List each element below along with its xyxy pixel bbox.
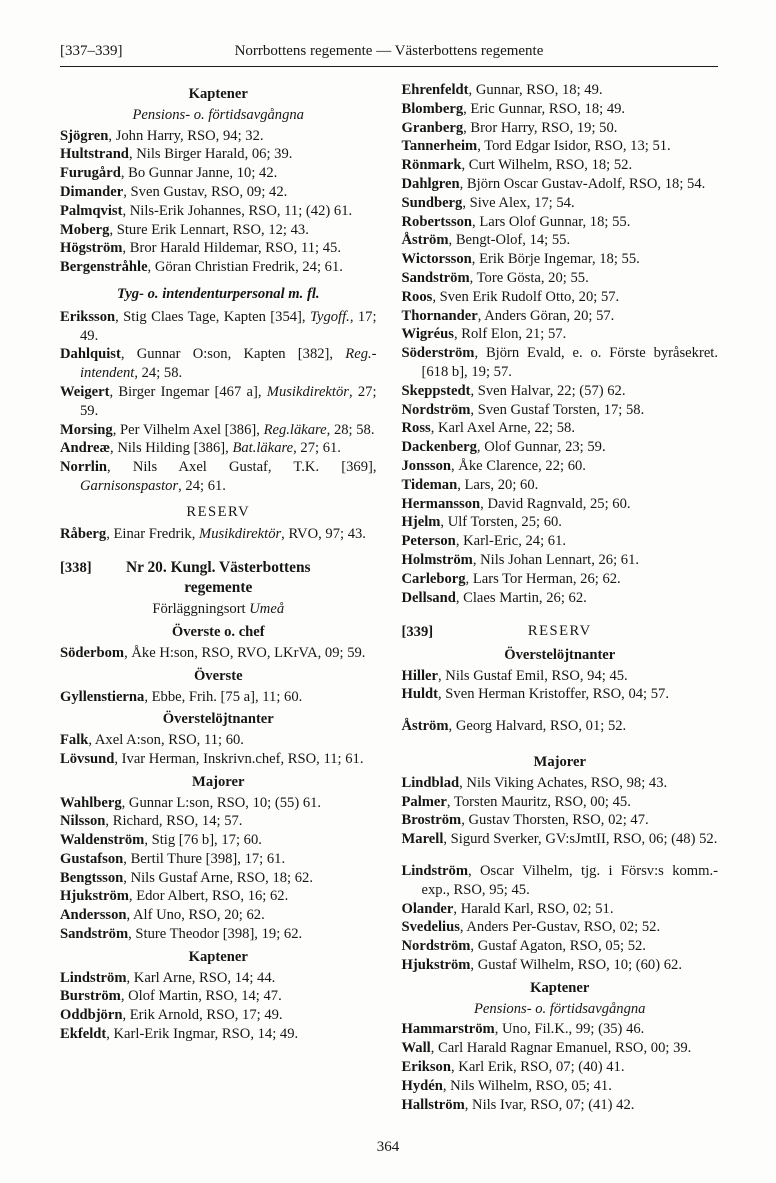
officer-entry: [402, 717, 719, 736]
entry-text: , Nils Johan Lennart, 26; 61.: [472, 551, 640, 568]
rank-heading: Majorer: [192, 773, 245, 790]
officer-entry: [402, 1096, 719, 1115]
entry-role-italic: Musikdirektör: [266, 383, 349, 400]
officer-surname: Rönmark: [401, 157, 462, 174]
entry-text: , Axel A:son, RSO, 11; 60.: [88, 732, 244, 749]
rank-heading: Kaptener: [188, 948, 248, 965]
officer-list: [402, 774, 719, 849]
entry-text: , Stig Claes Tage, Kapten [354],: [115, 308, 310, 325]
officer-entry: [60, 164, 377, 183]
officer-surname: Lövsund: [60, 750, 115, 767]
officer-entry: [60, 794, 377, 813]
entry-text: , Sive Alex, 17; 54.: [462, 194, 575, 211]
entry-text: , 28; 58.: [326, 421, 375, 438]
officer-entry: [402, 476, 719, 495]
officer-entry: [402, 457, 719, 476]
officer-surname: Thornander: [401, 307, 478, 324]
entry-text: , Stig [76 b], 17; 60.: [144, 832, 262, 849]
entry-text: , Gustaf Wilhelm, RSO, 10; (60) 62.: [470, 956, 682, 973]
officer-surname: Andersson: [60, 907, 127, 924]
entry-text: , Nils Birger Harald, 06; 39.: [128, 146, 293, 163]
officer-entry: [402, 382, 719, 401]
spacer: [402, 849, 719, 862]
garrison-line: [60, 600, 377, 619]
running-title: Norrbottens regemente — Västerbottens regemente: [234, 43, 544, 59]
officer-list: [60, 525, 377, 544]
entry-text: , Göran Christian Fredrik, 24; 61.: [147, 259, 343, 276]
officer-entry: [402, 685, 719, 704]
spacer: [402, 736, 719, 749]
entry-text: , Nils Viking Achates, RSO, 98; 43.: [459, 774, 668, 791]
entry-text: , Einar Fredrik,: [106, 525, 200, 542]
officer-entry: [60, 183, 377, 202]
entry-text: , 24; 61.: [178, 477, 226, 494]
section-number: [338]: [60, 560, 92, 577]
officer-surname: Erikson: [401, 1058, 451, 1075]
officer-surname: Ehrenfeldt: [401, 82, 469, 98]
rank-heading: Kaptener: [188, 86, 248, 102]
officer-surname: Hjelm: [401, 514, 441, 531]
officer-surname: Hjukström: [401, 956, 471, 973]
officer-entry: [60, 145, 377, 164]
entry-text: , 27; 61.: [293, 440, 341, 457]
officer-entry: [60, 1006, 377, 1025]
officer-surname: Hallström: [401, 1096, 465, 1113]
entry-text: , Anders Göran, 20; 57.: [477, 307, 615, 324]
officer-entry: [60, 750, 377, 769]
officer-entry: [60, 906, 377, 925]
officer-surname: Dahlgren: [401, 175, 460, 192]
officer-list: [60, 644, 377, 663]
rank-heading: Överste o. chef: [171, 624, 265, 641]
officer-entry: [60, 127, 377, 146]
officer-surname: Huldt: [401, 686, 438, 703]
officer-list: [60, 731, 377, 769]
entry-text: , Uno, Fil.K., 99; (35) 46.: [494, 1021, 645, 1038]
entry-text: , Carl Harald Ragnar Emanuel, RSO, 00; 39.: [430, 1040, 692, 1057]
officer-surname: Hjukström: [60, 888, 129, 905]
entry-text: , Sven Herman Kristoffer, RSO, 04; 57.: [438, 686, 669, 703]
entry-text: , Bengt-Olof, 14; 55.: [448, 232, 571, 249]
officer-entry: [402, 419, 719, 438]
entry-text: , Oscar Vilhelm, tjg. i Försv:s komm.-exp., RSO, 95; 45.: [421, 862, 718, 898]
officer-surname: Wall: [401, 1040, 431, 1057]
entry-text: , Nils-Erik Johannes, RSO, 11; (42) 61.: [122, 202, 353, 219]
officer-surname: Ekfeldt: [60, 1026, 107, 1043]
page-footer: [0, 1138, 776, 1157]
officer-entry: [402, 307, 719, 326]
officer-surname: Hiller: [401, 667, 438, 684]
entry-text: , Edor Albert, RSO, 16; 62.: [128, 888, 289, 905]
officer-entry: [60, 345, 377, 383]
officer-surname: Andreæ: [60, 440, 111, 457]
entry-text: , Lars Tor Herman, 26; 62.: [465, 570, 621, 587]
officer-surname: Wahlberg: [60, 794, 122, 811]
entry-text: , Karl Erik, RSO, 07; (40) 41.: [450, 1058, 625, 1075]
officer-entry: [60, 644, 377, 663]
officer-entry: [402, 495, 719, 514]
officer-surname: Weigert: [60, 383, 110, 400]
officer-surname: Högström: [60, 240, 123, 257]
header-rule: [60, 66, 718, 67]
entry-text: , Sven Halvar, 22; (57) 62.: [470, 382, 626, 399]
entry-text: , Bror Harry, RSO, 19; 50.: [463, 119, 618, 136]
officer-entry: [402, 344, 719, 382]
officer-entry: [60, 812, 377, 831]
officer-surname: Söderbom: [60, 644, 125, 661]
officer-entry: [402, 811, 719, 830]
officer-entry: [60, 239, 377, 258]
rank-heading: Överste: [193, 667, 243, 684]
officer-surname: Lindblad: [401, 774, 460, 791]
officer-entry: [60, 439, 377, 458]
officer-surname: Nordström: [401, 938, 471, 955]
entry-role-italic: Umeå: [249, 601, 285, 618]
officer-surname: Norrlin: [60, 459, 108, 476]
officer-list: [60, 308, 377, 496]
entry-text: , Tord Edgar Isidor, RSO, 13; 51.: [477, 138, 671, 155]
officer-entry: [402, 156, 719, 175]
officer-entry: [402, 1077, 719, 1096]
officer-entry: [402, 213, 719, 232]
officer-surname: Robertsson: [401, 213, 473, 230]
entry-text: , Harald Karl, RSO, 02; 51.: [453, 900, 614, 917]
officer-surname: Åström: [401, 232, 449, 249]
entry-text: , Lars Olof Gunnar, 18; 55.: [472, 213, 631, 230]
officer-entry: [402, 81, 719, 100]
officer-entry: [60, 221, 377, 240]
officer-surname: Dimander: [60, 183, 124, 200]
subheading-italic: Pensions- o. förtidsavgångna: [474, 1000, 646, 1017]
officer-surname: Ross: [401, 420, 431, 437]
officer-surname: Eriksson: [60, 308, 116, 325]
reserv-heading: RESERV: [186, 503, 251, 520]
entry-text: , RVO, 97; 43.: [281, 525, 366, 542]
officer-surname: Palmqvist: [60, 202, 123, 219]
entry-text: , Eric Gunnar, RSO, 18; 49.: [463, 100, 626, 117]
officer-surname: Hydén: [401, 1077, 443, 1094]
entry-text: , Gustav Thorsten, RSO, 02; 47.: [461, 812, 649, 829]
page-header: [60, 42, 718, 62]
entry-text: , Nils Axel Gustaf, T.K. [369],: [107, 459, 377, 476]
entry-text: , Richard, RSO, 14; 57.: [105, 813, 243, 830]
officer-list: [60, 127, 377, 277]
officer-list: [402, 717, 719, 736]
officer-surname: Oddbjörn: [60, 1007, 123, 1024]
officer-entry: [402, 532, 719, 551]
officer-entry: [60, 850, 377, 869]
officer-list: [402, 81, 719, 607]
officer-entry: [60, 688, 377, 707]
regiment-section-heading: [60, 558, 377, 597]
officer-entry: [402, 175, 719, 194]
entry-text: , Sture Erik Lennart, RSO, 12; 43.: [109, 221, 309, 238]
officer-surname: Falk: [60, 732, 89, 749]
officer-surname: Burström: [60, 988, 121, 1005]
entry-text: , Olof Martin, RSO, 14; 47.: [120, 988, 282, 1005]
officer-surname: Söderström: [401, 345, 475, 362]
officer-entry: [402, 862, 719, 900]
officer-surname: Sjögren: [60, 127, 109, 144]
officer-entry: [402, 269, 719, 288]
text-columns: [60, 81, 718, 1114]
rank-heading: Överstelöjtnanter: [504, 646, 616, 663]
officer-entry: [402, 401, 719, 420]
officer-entry: [402, 1058, 719, 1077]
entry-text: , Tore Gösta, 20; 55.: [469, 269, 589, 286]
officer-entry: [402, 570, 719, 589]
section-title: RESERV: [527, 623, 592, 640]
entry-role-italic: Reg.läkare: [263, 421, 327, 438]
officer-surname: Granberg: [401, 119, 464, 136]
section-title: Nr 20. Kungl. Västerbottens regemente: [125, 559, 311, 596]
entry-text: , Ivar Herman, Inskrivn.chef, RSO, 11; 61.: [114, 750, 364, 767]
entry-text: , Karl Arne, RSO, 14; 44.: [126, 969, 276, 986]
entry-text: , Sture Theodor [398], 19; 62.: [128, 926, 303, 943]
officer-entry: [402, 793, 719, 812]
entry-text: , Sven Erik Rudolf Otto, 20; 57.: [432, 288, 620, 305]
officer-entry: [60, 525, 377, 544]
entry-text: , 24; 58.: [134, 365, 183, 382]
officer-entry: [402, 137, 719, 156]
entry-text: , Bror Harald Hildemar, RSO, 11; 45.: [122, 240, 341, 257]
entry-text: , Nils Gustaf Emil, RSO, 94; 45.: [437, 667, 628, 684]
officer-surname: Marell: [401, 831, 444, 848]
officer-surname: Peterson: [401, 533, 456, 550]
officer-list: [402, 862, 719, 975]
officer-surname: Sundberg: [401, 194, 463, 211]
entry-role-italic: Bat.läkare: [232, 440, 294, 457]
officer-surname: Råberg: [60, 525, 107, 542]
entry-text: , Åke H:son, RSO, RVO, LKrVA, 09; 59.: [124, 644, 366, 661]
entry-role-italic: Tygoff.: [309, 308, 350, 325]
officer-surname: Tannerheim: [401, 138, 478, 155]
officer-entry: [402, 589, 719, 608]
entry-text: , Karl-Eric, 24; 61.: [455, 533, 567, 550]
officer-entry: [402, 119, 719, 138]
entry-text: , Ebbe, Frih. [75 a], 11; 60.: [144, 688, 303, 705]
entry-text: , Alf Uno, RSO, 20; 62.: [126, 907, 265, 924]
entry-text: , Sven Gustav, RSO, 09; 42.: [123, 183, 288, 200]
officer-list: [402, 667, 719, 705]
entry-text: , Georg Halvard, RSO, 01; 52.: [448, 718, 627, 735]
officer-entry: [402, 250, 719, 269]
officer-surname: Blomberg: [401, 100, 464, 117]
rank-heading: Majorer: [533, 754, 586, 770]
rank-heading: Kaptener: [530, 979, 590, 996]
entry-text: , Lars, 20; 60.: [457, 476, 539, 493]
entry-text: , Erik Börje Ingemar, 18; 55.: [471, 251, 640, 268]
officer-list: [60, 969, 377, 1044]
officer-entry: [402, 438, 719, 457]
officer-surname: Wictorsson: [401, 251, 472, 268]
entry-text: , Gunnar, RSO, 18; 49.: [468, 82, 603, 98]
officer-surname: Roos: [401, 288, 433, 305]
page-number: 364: [376, 1139, 400, 1156]
entry-text: , Bo Gunnar Janne, 10; 42.: [120, 165, 278, 182]
officer-entry: [402, 830, 719, 849]
entry-text: , Anders Per-Gustav, RSO, 02; 52.: [459, 919, 661, 936]
entry-text: , Ulf Torsten, 25; 60.: [440, 514, 562, 531]
officer-surname: Skeppstedt: [401, 382, 471, 399]
regiment-section-heading: [402, 622, 719, 642]
officer-surname: Gyllenstierna: [60, 688, 145, 705]
entry-text: , Sigurd Sverker, GV:sJmtII, RSO, 06; (48) 52.: [443, 831, 718, 848]
officer-surname: Sandström: [401, 269, 470, 286]
entry-text: , Nils Hilding [386],: [110, 440, 233, 457]
officer-entry: [60, 831, 377, 850]
officer-entry: [60, 1025, 377, 1044]
officer-surname: Nilsson: [60, 813, 106, 830]
officer-entry: [402, 551, 719, 570]
officer-surname: Hultstrand: [60, 146, 129, 163]
officer-surname: Morsing: [60, 421, 113, 438]
entry-text: , Nils Wilhelm, RSO, 05; 41.: [442, 1077, 612, 1094]
officer-surname: Hammarström: [401, 1021, 495, 1038]
group-subheading: Tyg- o. intendenturpersonal m. fl.: [116, 285, 320, 302]
officer-entry: [60, 869, 377, 888]
officer-surname: Tideman: [401, 476, 458, 493]
column-left: [60, 81, 377, 1114]
entry-text: , David Ragnvald, 25; 60.: [480, 495, 631, 512]
officer-entry: [402, 937, 719, 956]
entry-text: , Sven Gustaf Torsten, 17; 58.: [470, 401, 645, 418]
officer-surname: Broström: [401, 812, 462, 829]
officer-entry: [60, 969, 377, 988]
officer-entry: [402, 774, 719, 793]
entry-text: , Karl Axel Arne, 22; 58.: [430, 420, 575, 437]
section-number: [339]: [401, 624, 434, 641]
column-right: [402, 81, 719, 1114]
officer-entry: [60, 458, 377, 496]
officer-surname: Gustafson: [60, 850, 124, 867]
officer-entry: [60, 731, 377, 750]
entry-text: , Birger Ingemar [467 a],: [109, 383, 267, 400]
entry-role-italic: Musikdirektör: [199, 525, 282, 542]
officer-surname: Dellsand: [401, 589, 456, 606]
entry-text: , Gunnar L:son, RSO, 10; (55) 61.: [121, 794, 322, 811]
officer-list: [60, 794, 377, 944]
officer-entry: [402, 231, 719, 250]
rank-heading: Överstelöjtnanter: [162, 711, 274, 728]
officer-surname: Lindström: [60, 969, 127, 986]
officer-entry: [60, 202, 377, 221]
officer-entry: [402, 1039, 719, 1058]
entry-text: , Erik Arnold, RSO, 17; 49.: [122, 1007, 283, 1024]
page-range: [337–339]: [60, 43, 123, 59]
officer-surname: Bengtsson: [60, 869, 124, 886]
entry-role-italic: Garnisonspastor: [80, 477, 179, 494]
entry-text: , Björn Evald, e. o. Förste byråsekret. [618 b], 19; 57.: [421, 345, 718, 380]
officer-entry: [402, 956, 719, 975]
entry-text: , Per Vilhelm Axel [386],: [112, 421, 264, 438]
officer-surname: Carleborg: [401, 570, 466, 587]
officer-entry: [60, 987, 377, 1006]
officer-surname: Nordström: [401, 401, 471, 418]
entry-text: , 27; 59.: [80, 383, 377, 419]
officer-surname: Lindström: [401, 862, 468, 879]
entry-text: , Torsten Mauritz, RSO, 00; 45.: [446, 793, 631, 810]
officer-entry: [60, 925, 377, 944]
officer-entry: [60, 258, 377, 277]
subheading-italic: Pensions- o. förtidsavgångna: [132, 106, 304, 123]
officer-surname: Sandström: [60, 926, 129, 943]
entry-text: , Gunnar O:son, Kapten [382],: [120, 346, 346, 363]
entry-text: , Karl-Erik Ingmar, RSO, 14; 49.: [106, 1026, 299, 1043]
entry-text: , Olof Gunnar, 23; 59.: [476, 439, 606, 456]
officer-surname: Hermansson: [401, 495, 481, 512]
officer-surname: Waldenström: [60, 832, 145, 849]
entry-text: , Nils Ivar, RSO, 07; (41) 42.: [464, 1096, 635, 1113]
officer-surname: Moberg: [60, 221, 110, 238]
officer-entry: [402, 900, 719, 919]
entry-text: , Åke Clarence, 22; 60.: [450, 457, 586, 474]
officer-entry: [402, 667, 719, 686]
officer-entry: [60, 421, 377, 440]
officer-surname: Svedelius: [401, 919, 460, 936]
entry-text: , Gustaf Agaton, RSO, 05; 52.: [470, 938, 646, 955]
officer-entry: [60, 308, 377, 346]
entry-text: , Claes Martin, 26; 62.: [455, 589, 587, 606]
officer-entry: [60, 887, 377, 906]
entry-text: , Nils Gustaf Arne, RSO, 18; 62.: [123, 869, 313, 886]
officer-entry: [402, 513, 719, 532]
entry-text: , John Harry, RSO, 94; 32.: [108, 127, 264, 144]
officer-surname: Wigréus: [401, 326, 454, 343]
spacer: [402, 704, 719, 717]
officer-list: [60, 688, 377, 707]
officer-surname: Åström: [401, 718, 449, 735]
officer-surname: Dackenberg: [401, 439, 477, 456]
entry-text: , Björn Oscar Gustav-Adolf, RSO, 18; 54.: [459, 175, 706, 192]
officer-surname: Jonsson: [401, 457, 451, 474]
officer-surname: Olander: [401, 900, 454, 917]
entry-text: , Bertil Thure [398], 17; 61.: [123, 850, 286, 867]
officer-list: [402, 1020, 719, 1114]
officer-entry: [402, 918, 719, 937]
entry-text: , Rolf Elon, 21; 57.: [453, 326, 567, 343]
officer-surname: Bergenstråhle: [60, 259, 148, 276]
officer-surname: Holmström: [401, 551, 473, 568]
officer-surname: Palmer: [401, 793, 447, 810]
officer-entry: [402, 1020, 719, 1039]
entry-role-italic: Reg.-intendent: [80, 346, 377, 382]
officer-entry: [60, 383, 377, 421]
officer-entry: [402, 194, 719, 213]
officer-entry: [402, 100, 719, 119]
officer-surname: Furugård: [60, 165, 121, 182]
entry-text: Förläggningsort: [152, 601, 250, 618]
officer-entry: [402, 288, 719, 307]
officer-entry: [402, 325, 719, 344]
officer-surname: Dahlquist: [60, 346, 121, 363]
entry-text: , 17; 49.: [80, 308, 377, 344]
entry-text: , Curt Wilhelm, RSO, 18; 52.: [461, 157, 633, 174]
